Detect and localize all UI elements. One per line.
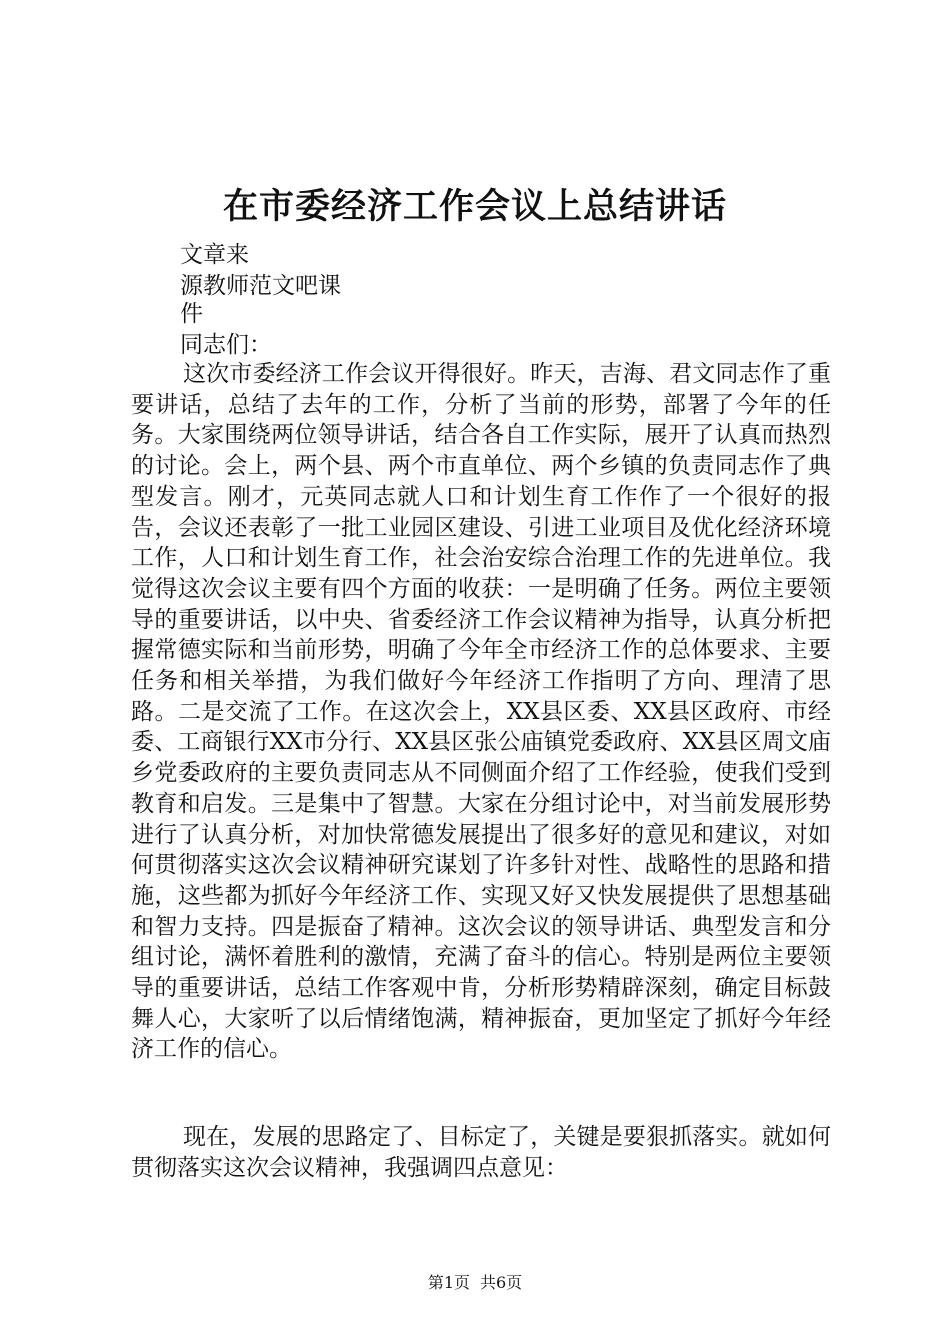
salutation: 同志们： — [180, 332, 272, 358]
page-number: 第1页 — [427, 1273, 470, 1292]
page-footer — [0, 1271, 950, 1295]
source-line-2: 源教师范文吧课 — [180, 273, 341, 299]
source-line-1: 文章来 — [180, 242, 249, 268]
page-total: 共6页 — [480, 1273, 523, 1292]
body-paragraph-1: 这次市委经济工作会议开得很好。昨天，吉海、君文同志作了重要讲话，总结了去年的工作，分析了当前的形势，部署了今年的任务。大家围绕两位领导讲话，结合各自工作实际，展开了认真而热烈的讨论。会上，两个县、两个市直单位、两个乡镇的负责同志作了典型发言。刚才，元英同志就人口和计划生育工作作了一个很好的报告，会议还表彰了一批工业园区建设、引进工业项目及优化经济环境工作，人口和计划生育工作，社会治安综合治理工作的先进单位。我觉得这次会议主要有四个方面的收获：一是明确了任务。两位主要领导的重要讲话，以中央、省委经济工作会议精神为指导，认真分析把握常德实际和当前形势，明确了今年全市经济工作的总体要求、主要任务和相关举措，为我们做好今年经济工作指明了方向、理清了思路。二是交流了工作。在这次会上，XX县区委、XX县区政府、市经委、工商银行XX市分行、XX县区张公庙镇党委政府、XX县区周文庙乡党委政府的主要负责同志从不同侧面介绍了工作经验，使我们受到教育和启发。三是集中了智慧。大家在分组讨论中，对当前发展形势进行了认真分析，对加快常德发展提出了很多好的意见和建议，对如何贯彻落实这次会议精神研究谋划了许多针对性、战略性的思路和措施，这些都为抓好今年经济工作、实现又好又快发展提供了思想基础和智力支持。四是振奋了精神。这次会议的领导讲话、典型发言和分组讨论，满怀着胜利的激情，充满了奋斗的信心。特别是两位主要领导的重要讲话，总结工作客观中肯，分析形势精辟深刻，确定目标鼓舞人心，大家听了以后情绪饱满，精神振奋，更加坚定了抓好今年经济工作的信心。 — [131, 361, 831, 1063]
body-paragraph-2: 现在，发展的思路定了、目标定了，关键是要狠抓落实。就如何贯彻落实这次会议精神，我强调四点意见： — [131, 1124, 831, 1181]
source-line-3: 件 — [180, 301, 203, 327]
document-title: 在市委经济工作会议上总结讲话 — [222, 186, 727, 227]
